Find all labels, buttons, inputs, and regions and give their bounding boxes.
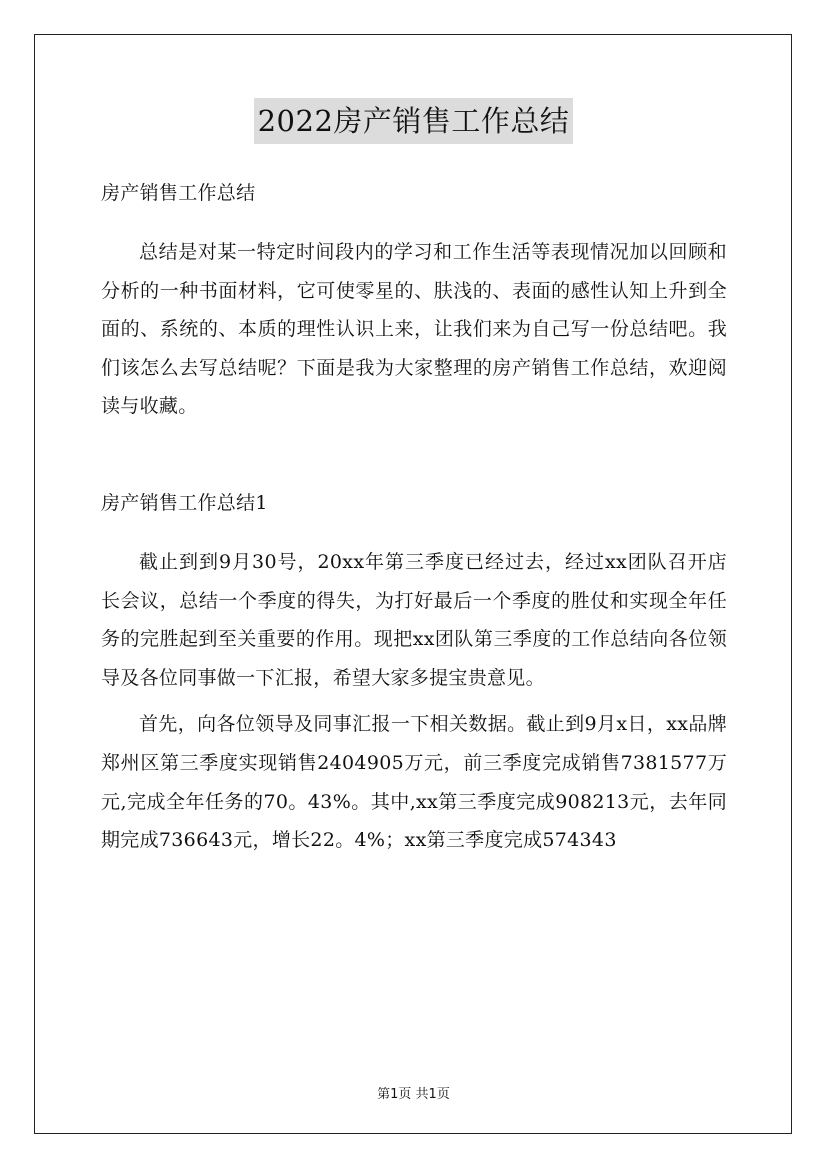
intro-paragraph: 总结是对某一特定时间段内的学习和工作生活等表现情况加以回顾和分析的一种书面材料，它可使零星的、肤浅的、表面的感性认知上升到全面的、系统的、本质的理性认识上来，让我们来为自己写一份总结吧。我们该怎么去写总结呢？下面是我为大家整理的房产销售工作总结，欢迎阅读与收藏。 — [101, 241, 727, 418]
document-title-text: 2022房产销售工作总结 — [254, 98, 574, 144]
page-footer — [0, 1083, 827, 1102]
section-heading: 房产销售工作总结1 — [101, 491, 268, 514]
section-paragraph-1: 截止到到9月30号，20xx年第三季度已经过去，经过xx团队召开店长会议，总结一个季度的得失，为打好最后一个季度的胜仗和实现全年任务的完胜起到至关重要的作用。现把xx团队第三季度的工作总结向各位领导及各位同事做一下汇报，希望大家多提宝贵意见。 — [101, 550, 727, 689]
page-number: 第1页 共1页 — [377, 1087, 450, 1102]
section-paragraph-2: 首先，向各位领导及同事汇报一下相关数据。截止到9月x日，xx品牌郑州区第三季度实现销售2404905万元，前三季度完成销售7381577万元,完成全年任务的70。43%。其中,xx第三季度完成908213元，去年同期完成736643元，增长22。4%；xx第三季度完成574343 — [101, 713, 727, 852]
document-title — [0, 98, 827, 149]
intro-heading: 房产销售工作总结 — [101, 182, 256, 204]
document-body — [101, 174, 727, 860]
